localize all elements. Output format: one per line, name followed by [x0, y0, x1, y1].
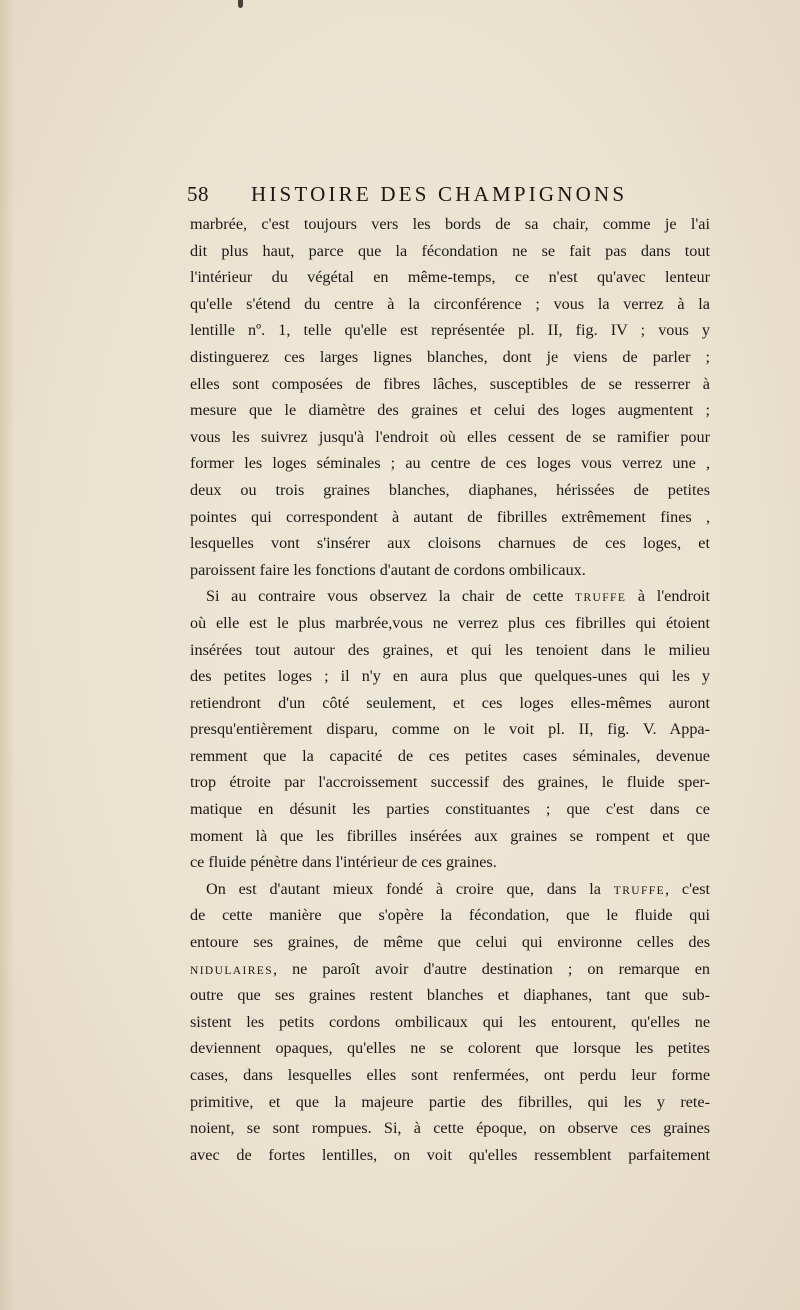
text-line [190, 1089, 710, 1116]
text-segment: Si au contraire vous observez la chair de cette [206, 587, 576, 606]
text-line [190, 317, 710, 344]
text-segment: à l'endroit [626, 587, 710, 606]
text-segment: de cette manière que s'opère la fécondation, que le fluide qui [190, 906, 710, 925]
text-line [190, 902, 710, 929]
text-segment: cases, dans lesquelles elles sont renfermées, ont perdu leur forme [190, 1066, 710, 1084]
text-line [190, 1035, 710, 1062]
text-segment: distinguerez ces larges lignes blanches, dont je viens de parler ; [190, 347, 710, 366]
body-text [190, 211, 710, 1168]
text-line [190, 663, 710, 690]
text-line [190, 1115, 710, 1142]
text-line [190, 929, 710, 956]
text-segment: l'intérieur du végétal en même-temps, ce n'est qu'avec lenteur [190, 268, 710, 287]
text-segment: moment là que les fibrilles insérées aux graines se rompent et que [190, 826, 710, 845]
text-line [190, 424, 710, 451]
text-line [190, 397, 710, 424]
text-segment: remment que la capacité de ces petites cases séminales, devenue [190, 746, 710, 765]
small-caps-term: NIDULAIRES [190, 964, 273, 977]
text-line [190, 876, 710, 903]
text-line [190, 690, 710, 717]
text-segment: former les loges séminales ; au centre de ces loges vous verrez une , [190, 454, 710, 473]
text-segment: avec de fortes lentilles, on voit qu'elles ressemblent parfaitement [190, 1145, 710, 1164]
text-segment: pointes qui correspondent à autant de fibrilles extrêmement fines , [190, 507, 710, 526]
text-line [190, 982, 710, 1009]
text-segment: , ne paroît avoir d'autre destination ; on remarque en [273, 959, 710, 978]
text-segment: sistent les petits cordons ombilicaux qui les entourent, qu'elles ne [190, 1012, 710, 1031]
text-segment: noient, se sont rompues. Si, à cette époque, on observe ces graines [190, 1119, 710, 1138]
text-segment: primitive, et que la majeure partie des fibrilles, qui les y rete- [190, 1092, 710, 1111]
text-line [190, 956, 710, 983]
text-segment: deviennent opaques, qu'elles ne se colorent que lorsque les petites [190, 1039, 710, 1058]
text-line [190, 1009, 710, 1036]
text-line [190, 371, 710, 398]
text-line [190, 530, 710, 557]
text-line [190, 769, 710, 796]
text-segment: insérées tout autour des graines, et qui les tenoient dans le milieu [190, 640, 710, 659]
text-line [190, 450, 710, 477]
text-line [190, 344, 710, 371]
text-segment: dit plus haut, parce que la fécondation ne se fait pas dans tout [190, 241, 710, 260]
text-line [190, 610, 710, 637]
text-segment: lentille nº. 1, telle qu'elle est représentée pl. II, fig. IV ; vous y [190, 321, 710, 340]
text-segment: retiendront d'un côté seulement, et ces loges elles-mêmes auront [190, 693, 710, 712]
text-segment: ce fluide pénètre dans l'intérieur de ces graines. [190, 853, 497, 872]
text-line [190, 796, 710, 823]
text-segment: outre que ses graines restent blanches et diaphanes, tant que sub- [190, 986, 710, 1005]
text-segment: presqu'entièrement disparu, comme on le voit pl. II, fig. V. Appa- [190, 720, 710, 739]
text-line [190, 291, 710, 318]
small-caps-term: TRUFFE [575, 592, 627, 605]
binding-mark [238, 0, 243, 8]
running-head: HISTOIRE DES CHAMPIGNONS [251, 182, 628, 206]
text-line [190, 1062, 710, 1089]
text-segment: elles sont composées de fibres lâches, susceptibles de se resserrer à [190, 374, 710, 393]
text-line [190, 504, 710, 531]
text-segment: où elle est le plus marbrée,vous ne verrez plus ces fibrilles qui étoient [190, 613, 710, 632]
text-line [190, 716, 710, 743]
text-segment: deux ou trois graines blanches, diaphanes, hérissées de petites [190, 480, 710, 499]
page-number: 58 [187, 182, 209, 206]
text-line [190, 823, 710, 850]
small-caps-term: TRUFFE [613, 884, 666, 897]
text-line [190, 1142, 710, 1169]
text-line [190, 211, 710, 238]
text-segment: trop étroite par l'accroissement successif des graines, le fluide sper- [190, 773, 710, 792]
page-header [187, 182, 657, 212]
text-segment: , c'est [665, 879, 710, 898]
text-segment: vous les suivrez jusqu'à l'endroit où elles cessent de se ramifier pour [190, 427, 710, 446]
text-segment: des petites loges ; il n'y en aura plus que quelques-unes qui les y [190, 667, 710, 686]
text-segment: entoure ses graines, de même que celui qui environne celles des [190, 933, 710, 952]
text-segment: matique en désunit les parties constituantes ; que c'est dans ce [190, 800, 710, 819]
text-line [190, 637, 710, 664]
text-segment: marbrée, c'est toujours vers les bords de sa chair, comme je l'ai [190, 215, 710, 233]
text-segment: mesure que le diamètre des graines et celui des loges augmentent ; [190, 401, 710, 420]
page-edge-shadow [0, 0, 14, 1310]
text-segment: qu'elle s'étend du centre à la circonférence ; vous la verrez à la [190, 294, 710, 313]
text-segment: lesquelles vont s'insérer aux cloisons charnues de ces loges, et [190, 534, 710, 553]
text-line [190, 264, 710, 291]
text-line [190, 477, 710, 504]
text-segment: On est d'autant mieux fondé à croire que, dans la [206, 879, 614, 898]
text-line [190, 743, 710, 770]
text-line [190, 583, 710, 610]
text-line [190, 238, 710, 265]
text-line [190, 849, 710, 876]
text-segment: paroissent faire les fonctions d'autant de cordons ombilicaux. [190, 560, 586, 579]
text-line [190, 557, 710, 584]
